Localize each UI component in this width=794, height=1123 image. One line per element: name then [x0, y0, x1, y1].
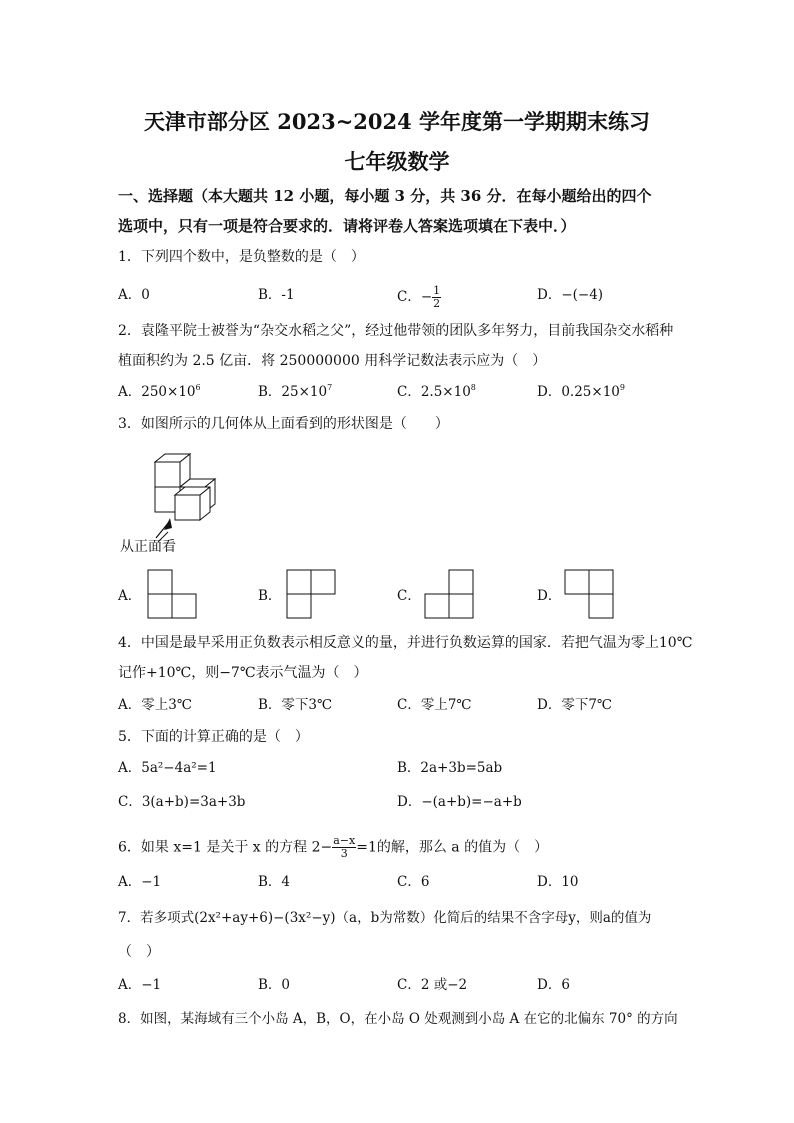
q8-stem: 8．如图，某海域有三个小岛 A，B，O，在小岛 O 处观测到小岛 A 在它的北偏东 70° 的方向: [118, 1011, 678, 1027]
q2-option-a: [118, 382, 201, 402]
q6-frac-num: a−x: [333, 834, 356, 847]
q2-option-c-base: C．2.5×10: [397, 384, 471, 400]
q2-option-d-base: D．0.25×10: [537, 384, 620, 400]
section-heading-line1: 一、选择题（本大题共 12 小题，每小题 3 分，共 36 分．在每小题给出的四个: [118, 187, 652, 205]
q2-option-b-base: B．25×10: [258, 384, 328, 400]
q4-stem-line1: 4．中国是最早采用正负数表示相反意义的量，并进行负数运算的国家．若把气温为零上10℃: [118, 635, 693, 651]
q3-option-c-figure: [425, 570, 475, 620]
q5-option-c: C．3(a+b)=3a+3b: [118, 794, 246, 810]
q3-caption: 从正面看: [120, 539, 176, 555]
q2-option-a-base: A．250×10: [118, 384, 196, 400]
q2-option-d: [537, 382, 625, 402]
q7-stem-line1: 7．若多项式(2x²+ay+6)−(3x²−y)（a，b为常数）化简后的结果不含字母y，则a的值为: [118, 910, 652, 926]
q5-option-b: B．2a+3b=5ab: [397, 760, 503, 776]
q1-option-a: A．0: [118, 287, 150, 303]
q4-option-b: B．零下3℃: [258, 697, 333, 713]
q6-option-b: B．4: [258, 874, 291, 890]
q7-option-c: C．2 或−2: [397, 977, 468, 993]
q6-fraction: [332, 835, 356, 860]
q1-frac-den: 2: [433, 297, 441, 310]
q3-option-b-label: B．: [258, 588, 282, 604]
q7-stem-line2: （ ）: [118, 944, 160, 960]
q4-option-d: D．零下7℃: [537, 697, 613, 713]
q6-stem-pre: 6．如果 x=1 是关于 x 的方程 2−: [118, 839, 333, 856]
q5-option-a: A．5a²−4a²=1: [118, 760, 217, 776]
q7-option-b: B．0: [258, 977, 291, 993]
q4-stem-line2: 记作+10℃，则−7℃表示气温为（ ）: [118, 665, 368, 681]
q6-option-c: C．6: [397, 874, 430, 890]
q1-stem: 1．下列四个数中，是负整数的是（ ）: [118, 249, 365, 265]
q6-frac-den: 3: [340, 847, 348, 860]
q3-solid-figure: [148, 450, 268, 540]
q2-option-b: [258, 382, 332, 402]
exam-title: 天津市部分区 2023~2024 学年度第一学期期末练习: [143, 109, 651, 134]
q4-option-c: C．零上7℃: [397, 697, 472, 713]
q6-stem: [118, 835, 548, 860]
q3-option-a-figure: [148, 570, 198, 620]
q5-option-d: D．−(a+b)=−a+b: [397, 794, 522, 810]
q3-option-d-figure: [565, 570, 615, 620]
q1-option-c-label: C．: [397, 289, 421, 305]
exam-subtitle: 七年级数学: [344, 149, 450, 174]
q1-option-c-fraction: [432, 285, 441, 310]
q3-stem: 3．如图所示的几何体从上面看到的形状图是（ ）: [118, 416, 449, 432]
q2-option-b-exp: 7: [327, 383, 333, 392]
q3-option-b-figure: [287, 570, 337, 620]
q1-option-b: B．-1: [258, 287, 295, 303]
q3-option-a-label: A．: [118, 588, 142, 604]
q2-option-a-exp: 6: [195, 383, 201, 392]
q2-stem-line2: 植面积约为 2.5 亿亩．将 250000000 用科学记数法表示应为（ ）: [118, 353, 547, 369]
q5-stem: 5．下面的计算正确的是（ ）: [118, 729, 309, 745]
q6-option-a: A．−1: [118, 874, 162, 890]
q3-option-d-label: D．: [537, 588, 562, 604]
q6-option-d: D．10: [537, 874, 579, 890]
q2-option-d-exp: 9: [619, 383, 625, 392]
q3-option-c-label: C．: [397, 588, 421, 604]
q2-option-c-exp: 8: [470, 383, 476, 392]
q2-option-c: [397, 382, 476, 402]
q2-stem-line1: 2．袁隆平院士被誉为“杂交水稻之父”，经过他带领的团队多年努力，目前我国杂交水稻种: [118, 323, 674, 339]
q1-option-d: D．−(−4): [537, 287, 604, 303]
q4-option-a: A．零上3℃: [118, 697, 192, 713]
q7-option-a: A．−1: [118, 977, 162, 993]
q7-option-d: D．6: [537, 977, 570, 993]
q1-option-c: C．− $\frac{1}{2}$: [397, 284, 441, 310]
q6-stem-post: =1的解，那么 a 的值为（ ）: [356, 839, 549, 856]
q1-frac-num: 1: [433, 284, 441, 297]
section-heading-line2: 选项中，只有一项是符合要求的．请将评卷人答案选项填在下表中．）: [118, 217, 576, 235]
